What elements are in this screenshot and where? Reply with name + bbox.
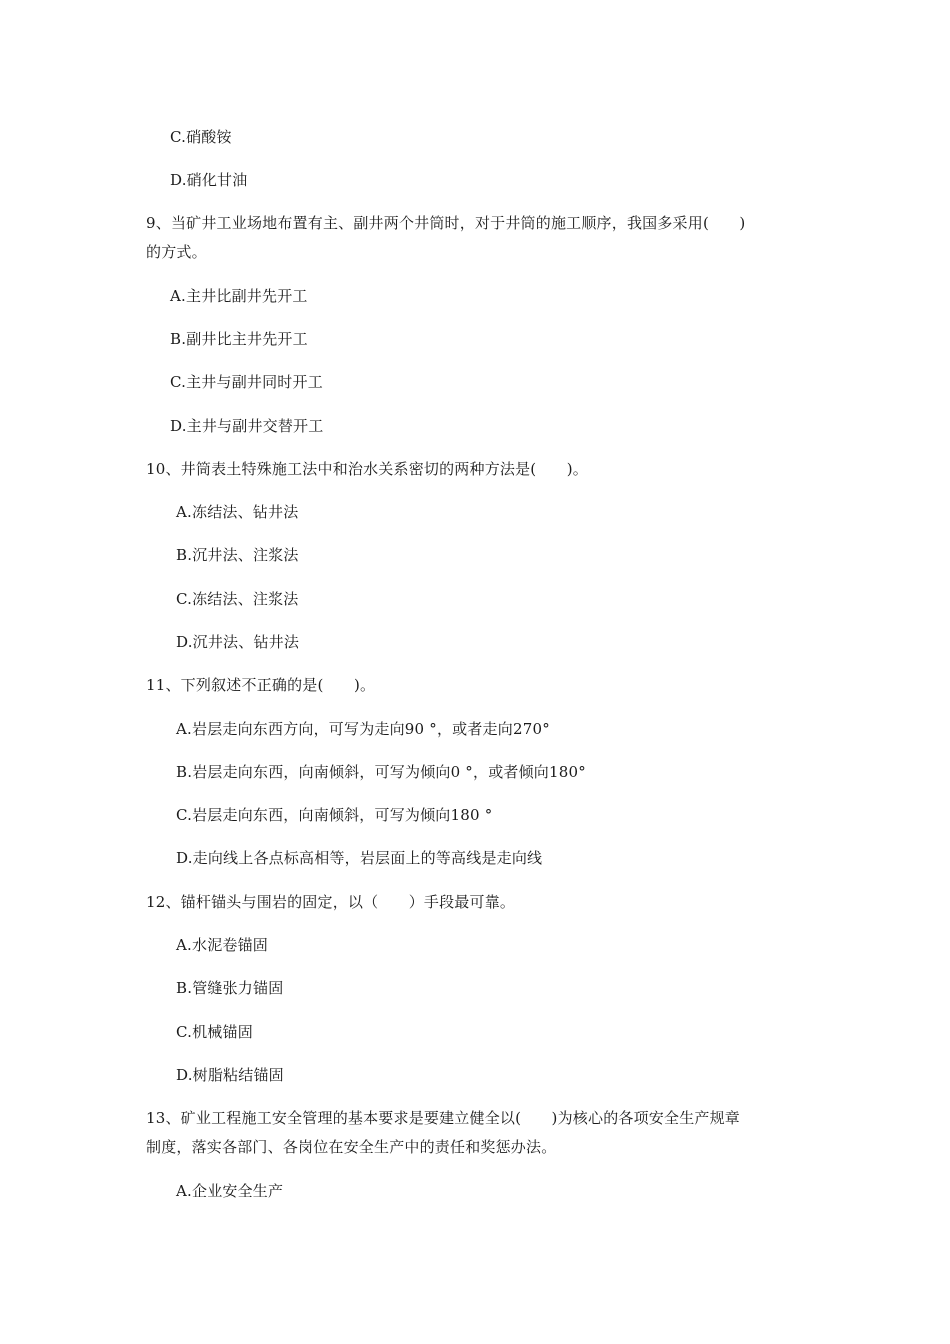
q9-question-line1: 9、当矿井工业场地布置有主、副井两个井筒时，对于井筒的施工顺序，我国多采用( ) bbox=[146, 214, 746, 232]
q9-option-c: C.主井与副井同时开工 bbox=[170, 373, 323, 391]
q11-option-c: C.岩层走向东西，向南倾斜，可写为倾向180 ° bbox=[176, 806, 493, 824]
q11-option-d: D.走向线上各点标高相等，岩层面上的等高线是走向线 bbox=[176, 849, 543, 867]
q12-option-d: D.树脂粘结锚固 bbox=[176, 1066, 284, 1084]
q9-option-b: B.副井比主井先开工 bbox=[170, 330, 308, 348]
q9-question-line2: 的方式。 bbox=[146, 243, 207, 261]
q12-option-c: C.机械锚固 bbox=[176, 1023, 253, 1041]
q9-option-d: D.主井与副井交替开工 bbox=[170, 417, 324, 435]
q11-option-a: A.岩层走向东西方向，可写为走向90 °，或者走向270° bbox=[176, 720, 550, 738]
q13-question-line2: 制度，落实各部门、各岗位在安全生产中的责任和奖惩办法。 bbox=[146, 1138, 557, 1156]
q10-question: 10、井筒表土特殊施工法中和治水关系密切的两种方法是( )。 bbox=[146, 460, 588, 478]
q12-option-b: B.管缝张力锚固 bbox=[176, 979, 284, 997]
q8-option-d: D.硝化甘油 bbox=[170, 171, 248, 189]
q10-option-a: A.冻结法、钻井法 bbox=[176, 503, 299, 521]
q8-option-c: C.硝酸铵 bbox=[170, 128, 232, 146]
q11-option-b: B.岩层走向东西，向南倾斜，可写为倾向0 °，或者倾向180° bbox=[176, 763, 586, 781]
q10-option-b: B.沉井法、注浆法 bbox=[176, 546, 299, 564]
q13-option-a: A.企业安全生产 bbox=[176, 1182, 284, 1200]
q9-option-a: A.主井比副井先开工 bbox=[170, 287, 308, 305]
q12-question: 12、锚杆锚头与围岩的固定，以（ ）手段最可靠。 bbox=[146, 893, 516, 911]
q13-question-line1: 13、矿业工程施工安全管理的基本要求是要建立健全以( )为核心的各项安全生产规章 bbox=[146, 1109, 740, 1127]
q10-option-d: D.沉井法、钻井法 bbox=[176, 633, 300, 651]
q12-option-a: A.水泥卷锚固 bbox=[176, 936, 269, 954]
q10-option-c: C.冻结法、注浆法 bbox=[176, 590, 299, 608]
q11-question: 11、下列叙述不正确的是( )。 bbox=[146, 676, 376, 694]
